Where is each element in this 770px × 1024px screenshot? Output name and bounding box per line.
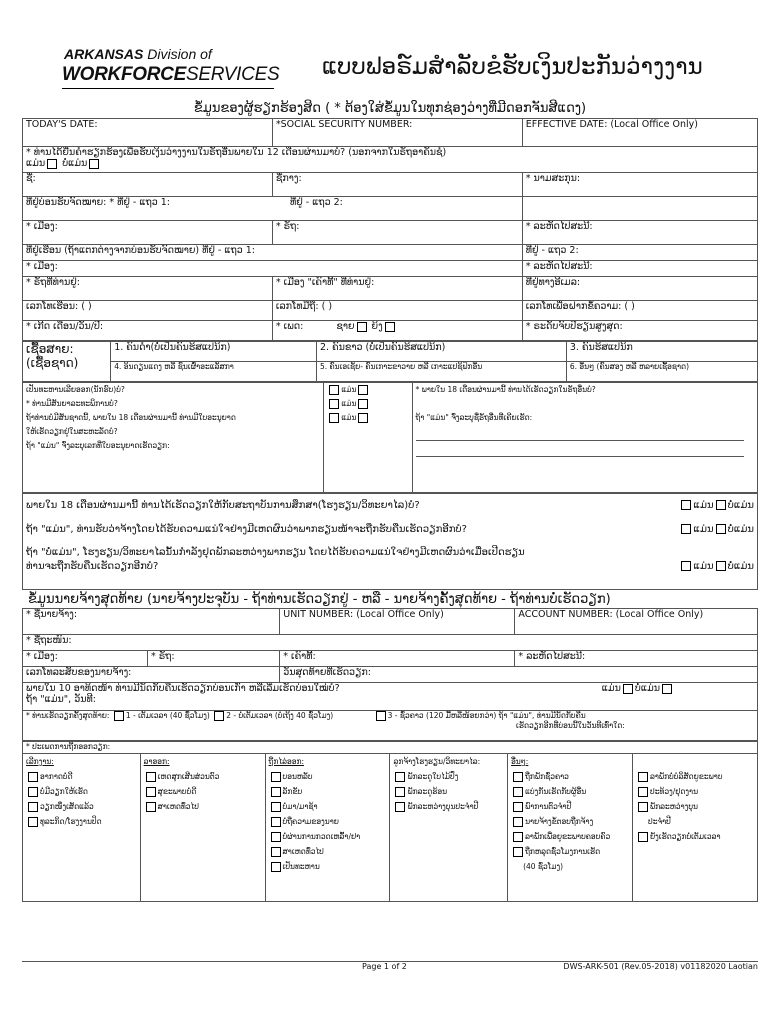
business-closed-checkbox[interactable] bbox=[28, 817, 38, 827]
health-checkbox[interactable] bbox=[146, 787, 156, 797]
other-states-line-1[interactable] bbox=[416, 439, 744, 441]
bad-weather-checkbox[interactable] bbox=[28, 772, 38, 782]
separation-type-label: * ປະເພດການຖືກອອກວຽກ: bbox=[23, 742, 758, 754]
job-finished-checkbox[interactable] bbox=[28, 802, 38, 812]
employer-city-field[interactable]: * ເມືອງ: bbox=[23, 651, 148, 667]
home-phone-field[interactable]: ເລກໂທເຮືອນ: ( ) bbox=[23, 301, 273, 321]
eth-option-6[interactable]: 6. ອື່ນໆ (ຄົນສອງ ຫລື ຫລາຍເຊື້ອຊາດ) bbox=[566, 362, 757, 382]
holiday-break-checkbox[interactable] bbox=[395, 802, 405, 812]
summer-break-checkbox[interactable] bbox=[395, 787, 405, 797]
home-address-1-field[interactable]: ທີ່ຢູ່ເຮືອນ (ຖ້າແຕກຕ່າງຈາກບ່ອນຮັບຈົດໝາຍ) ທີ່ຢູ່ - ແຖວ 1: bbox=[23, 245, 523, 261]
employer-county-field[interactable]: * ເຄົາທີ້: bbox=[280, 651, 515, 667]
employer-zip-field[interactable]: * ລະຫັດໄປສະນີ: bbox=[515, 651, 758, 667]
return-no-checkbox[interactable] bbox=[662, 684, 672, 694]
annual-leave-checkbox[interactable] bbox=[513, 802, 523, 812]
return-yes-checkbox[interactable] bbox=[623, 684, 633, 694]
agency-logo-line1: ARKANSAS Division of bbox=[64, 46, 212, 62]
eth-option-1[interactable]: 1. ຄົນດຳ(ບໍ່ເປັນຄົນຮິສແປນິກ) bbox=[111, 342, 317, 362]
holiday-leave-checkbox[interactable] bbox=[638, 802, 648, 812]
female-checkbox[interactable] bbox=[385, 322, 395, 332]
email-field[interactable]: ທີ່ຢູ່ທາງອີເມລ: bbox=[522, 277, 757, 301]
medical-leave-checkbox[interactable] bbox=[638, 772, 648, 782]
school-questions: ພາຍໃນ 18 ເດືອນຜ່ານມານີ້ ທ່ານໄດ້ເຮັດວຽກໃຫ້ກັບສະຖາບັນການສຶກສາ(ໂຮງຮຽນ/ວິທະຍາໄລ)ບໍ? ແມ່ນ ບໍ່ແມ່ນ ຖ້າ "ແມ່ນ", ທ່ານຮັບວ່າຈ້າງໂດຍໄດ້ຮັບຄວາມແນ່ໃຈຢ່າງມີເຫດຜົນວ່າພາກຮຽນໜ້າຈະຖືກຮັບຄືນເຮັດວຽກອີກບໍ? ແມ່ນ ບໍ່ແມ່ນ ຖ້າ "ບໍ່ແມ່ນ", ໂຮງຮຽນ/ວິທະຍາໄລນັ້ນກຳລັງຢຸດພັກລະຫວ່າງພາກຮຽນ ໂດຍໄດ້ຮັບຄວາມແນ່ໃຈຢ່າງມີເຫດຜົນວ່າເມື່ອເປີດຮຽນ ທ່ານຈະຖືກຮັບຄືນເຮັດວຽກອີກບໍ? ແມ່ນ ບໍ່ແມ່ນ bbox=[23, 494, 758, 590]
rehire-no-checkbox[interactable] bbox=[716, 524, 726, 534]
veteran-no-checkbox[interactable] bbox=[358, 385, 368, 395]
school-yes-checkbox[interactable] bbox=[681, 500, 691, 510]
work-type-question: * ທ່ານເຮັດວຽກຄັ້ງສຸດທ້າຍ: 1 - ເຕັມເວລາ (40 ຊົ່ວໂມງ) 2 - ບໍ່ເຕັມເວລາ (ບໍ່ເຖິງ 40 ຊົ່ວໂມງ) 3 - ຊົ່ວຄາວ (120 ມື້ຫລືໜ້ອຍກວ່າ) ຖ້າ "ແມ່ນ", ທ່ານມີນັດກັບຄືນ ເຮັດວຽກອີກທີ່ບ່ອນນີ້ໃນວັນທີເທົ່າໃດ: bbox=[23, 711, 758, 741]
ethnicity-table bbox=[22, 341, 758, 382]
claim-form-page bbox=[22, 42, 758, 974]
status-questions-table bbox=[22, 382, 758, 493]
lack-of-work-checkbox[interactable] bbox=[28, 787, 38, 797]
quit-general-checkbox[interactable] bbox=[146, 802, 156, 812]
eth-option-4[interactable]: 4. ອິນດຽນແດງ ຫລື ຊົນເຜົ່າອະແລັສກາ bbox=[111, 362, 317, 382]
form-title: ແບບຟອຣ໌ມສຳລັບຂໍຮັບເງິນປະກັນວ່າງງານ bbox=[322, 54, 703, 80]
laid-off-column: ເລີກງານ: ອາກາດບໍ່ດີ ບໍ່ມີວຽກໃຫ້ເຮັດ ວຽກໜຶ່ງເສັດແລ້ວ ທຸລະກິດ/ໂຮງງານປິດ bbox=[23, 754, 141, 902]
other-column-2: ລາພັກບໍ່ບໍລິສັດຍູຂະພາບ ປະທ້ວງ/ຢຸດງານ ພັກລະຫວ່າງບຸນ ປະຈຳປີ ຍັງເຮັດວຽກບໍ່ເຕັມເວລາ bbox=[633, 754, 758, 902]
temporary-checkbox[interactable] bbox=[376, 711, 386, 721]
status-questions: ເປັນທະຫານເລີຍອອກ(ນັກຮົບ)ບໍ? * ທ່ານມີສັນຍາລະທະພິການບໍ? ຖ້າທ່ານບໍ່ມີສັນຊາດນີ້, ພາຍໃນ 18 ເດືອນຜ່ານມານີ້ ທ່ານມີໃບອະນຸຍາດ ໃຫ້ເຮັດວຽກຢູ່ໃນສະຫະລັດບໍ? ຖ້າ "ແມ່ນ" ຈົ່ງລະບຸເລກທີ່ໃບອະນຸຍາດເຮັດວຽກ: bbox=[23, 383, 324, 493]
fired-general-checkbox[interactable] bbox=[271, 847, 281, 857]
break-no-checkbox[interactable] bbox=[716, 561, 726, 571]
prior-claim-no-checkbox[interactable] bbox=[89, 159, 99, 169]
drug-test-checkbox[interactable] bbox=[271, 832, 281, 842]
employer-section-title: ຂໍ້ມູນນາຍຈ້າງສຸດທ້າຍ (ນາຍຈ້າງປະຈຸບັນ - ຖ້າທ່ານເຮັດວຽກຢູ່ - ຫລື - ນາຍຈ້າງຄັ້ງສຸດທ້າຍ - ຖ້າທ່ານບໍ່ເຮັດວຽກ) bbox=[28, 592, 611, 607]
sex-field: * ເພດ: ຊາຍ ຍິງ bbox=[272, 321, 522, 341]
break-yes-checkbox[interactable] bbox=[681, 561, 691, 571]
rehire-yes-checkbox[interactable] bbox=[681, 524, 691, 534]
form-id: DWS-ARK-501 (Rev.05-2018) v01182020 Laotian bbox=[563, 962, 758, 971]
education-field[interactable]: * ຣະດັບຈົບປີຮຽນສູງສຸດ: bbox=[522, 321, 757, 341]
part-time-checkbox[interactable] bbox=[214, 711, 224, 721]
employer-state-field[interactable]: * ຣັຖ: bbox=[147, 651, 279, 667]
form-header bbox=[22, 42, 758, 100]
eth-option-2[interactable]: 2. ຄົນຂາວ (ບໍ່ເປັນຄົນຮິສແປນິກ) bbox=[316, 342, 566, 362]
reduced-hours-checkbox[interactable] bbox=[513, 847, 523, 857]
eth-option-3[interactable]: 3. ຄົນຮິສແປນິກ bbox=[566, 342, 757, 362]
eth-option-5[interactable]: 5. ຄົນເອເຊັຍ- ຄົນເກາະຂາວາຍ ຫລື ເກາະແປຊິຟິກອື່ນ bbox=[316, 362, 566, 382]
school-no-checkbox[interactable] bbox=[716, 500, 726, 510]
page-footer bbox=[22, 961, 758, 974]
military-checkbox[interactable] bbox=[271, 862, 281, 872]
home-city-field[interactable]: * ເມືອງ: bbox=[23, 261, 523, 277]
employer-table bbox=[22, 608, 758, 741]
effective-date-field: EFFECTIVE DATE: (Local Office Only) bbox=[522, 119, 757, 147]
last-name-field[interactable]: * ນາມສະກຸນ: bbox=[522, 173, 757, 197]
job-share-checkbox[interactable] bbox=[513, 787, 523, 797]
employer-hire-checkbox[interactable] bbox=[513, 817, 523, 827]
live-county-field[interactable]: * ເມືອງ "ເຄົາທີ້" ທີ່ທ່ານຢູ່: bbox=[272, 277, 522, 301]
separation-table bbox=[22, 741, 758, 902]
message-phone-field[interactable]: ເລກໂທເພື່ອຝາກຂໍ້ຄວາມ: ( ) bbox=[522, 301, 757, 321]
temp-layoff-checkbox[interactable] bbox=[513, 772, 523, 782]
logo-divider bbox=[62, 88, 274, 89]
middle-name-field[interactable]: ຊື່ກາງ: bbox=[272, 173, 522, 197]
return-to-work-question: ພາຍໃນ 10 ອາທິດໜ້າ ທ່ານມີນັດກັບຄືນເຮັດວຽກບ່ອນເກົ່າ ຫລືເລີ່ມເຮັດບ່ອນໃໝ່ບໍ? ແມ່ນ ບໍ່ແມ່ນ ຖ້າ "ແມ່ນ", ວັນທີ: bbox=[23, 683, 758, 711]
status-answers: ແມ່ນ ແມ່ນ ແມ່ນ bbox=[324, 383, 412, 493]
quit-column: ລາອອກ: ເຫດສຸກເສີນສ່ວນຕົວ ສຸຂະພາບບໍ່ດີ ສາເຫດທົ່ວໄປ bbox=[140, 754, 265, 902]
family-leave-checkbox[interactable] bbox=[513, 832, 523, 842]
last-day-field[interactable]: ວັນສຸດທ້າຍທີ່ເຮັດວຽກ: bbox=[280, 667, 758, 683]
first-name-field[interactable]: ຊື່: bbox=[23, 173, 273, 197]
employer-name-field[interactable]: * ຊື່ນາຍຈ້າງ: bbox=[23, 609, 280, 635]
sleeping-checkbox[interactable] bbox=[271, 772, 281, 782]
personal-emergency-checkbox[interactable] bbox=[146, 772, 156, 782]
still-part-time-checkbox[interactable] bbox=[638, 832, 648, 842]
attendance-checkbox[interactable] bbox=[271, 802, 281, 812]
zip-field[interactable]: * ລະຫັດໄປສະນີ: bbox=[522, 221, 757, 245]
other-states-line-2[interactable] bbox=[416, 455, 744, 457]
prior-claim-question: * ທ່ານໄດ້ຍື່ນຄຳຮຽກຮ້ອງເພື່ອຮັບເງິນວ່າງງານໃນຣັຖອື່ນພາຍໃນ 12 ເດືອນຜ່ານມາບໍ? (ນອກຈາກໃນຣັຖອາຄັນຊໍ) ແມ່ນ ບໍ່ແມ່ນ bbox=[23, 147, 758, 173]
disability-no-checkbox[interactable] bbox=[358, 399, 368, 409]
fired-column: ຖືກໄລ່ອອກ: ບອນຫລັບ ລັກຂັບ ບໍ່ມາ/ມາຊ້າ ບໍ່ຖືຄວາມຂອງນາຍ ບໍ່ຜ່ານການກວດເຫລົ້າ/ຢາ ສາເຫດທົ່ວໄປ ເປັນທະຫານ bbox=[265, 754, 390, 902]
agency-logo-line2: WORKFORCESERVICES bbox=[62, 64, 280, 85]
strike-checkbox[interactable] bbox=[638, 787, 648, 797]
insubordination-checkbox[interactable] bbox=[271, 817, 281, 827]
claimant-info-table bbox=[22, 118, 758, 341]
city-field[interactable]: * ເມືອງ: bbox=[23, 221, 273, 245]
school-questions-table bbox=[22, 493, 758, 590]
full-time-checkbox[interactable] bbox=[114, 711, 124, 721]
prior-claim-yes-checkbox[interactable] bbox=[47, 159, 57, 169]
page-number: Page 1 of 2 bbox=[362, 962, 407, 971]
todays-date-field[interactable]: TODAY'S DATE: bbox=[23, 119, 273, 147]
section-subtitle: ຂໍ້ມູນຂອງຜູ້ຮຽກຮ້ອງສິດ ( * ຕ້ອງໃສ່ຂໍ້ມູນໃນທຸກຊ່ອງວ່າງທີ່ມີດອກຈັນສີແດງ) bbox=[193, 101, 587, 116]
ssn-field[interactable]: *SOCIAL SECURITY NUMBER: bbox=[272, 119, 522, 147]
unit-number-field: UNIT NUMBER: (Local Office Only) bbox=[280, 609, 515, 635]
mobile-phone-field[interactable]: ເລກໂທມືຖື: ( ) bbox=[272, 301, 522, 321]
visa-no-checkbox[interactable] bbox=[358, 413, 368, 423]
live-state-field[interactable]: * ຣັຖທີ່ທ່ານຢູ່: bbox=[23, 277, 273, 301]
mailing-address-1-field[interactable]: ທີ່ຢູ່ບ່ອນຮັບຈົດໝາຍ: * ທີ່ຢູ່ - ແຖວ 1: ທີ່ຢູ່ - ແຖວ 2: bbox=[23, 197, 523, 221]
other-column: ອື່ນໆ: ຖືກພັກຊົ່ວຄາວ ແບ່ງກັນເຮັດກັບຜູ້ອື່ນ ພົາການຕົວຈຳປີ ນາຍຈ້າງຂໍ້ຕອບຖືກຈ້າງ ລາພັກເພື່ອຍູຂະພາບຄອບຄົວ ຖືກຫລຸດຊົ່ວໂມງການເຮັດ (40 ຊົ່ວໂມງ) bbox=[508, 754, 633, 902]
state-field[interactable]: * ຣັຖ: bbox=[272, 221, 522, 245]
ethnicity-label: ເຊື້ອສາຍ: (ເຊື້ອຊາດ) bbox=[23, 342, 111, 382]
account-number-field: ACCOUNT NUMBER: (Local Office Only) bbox=[515, 609, 758, 635]
dob-field[interactable]: * ເກີດ ເດືອນ/ວັນ/ປີ: bbox=[23, 321, 273, 341]
veteran-yes-checkbox[interactable] bbox=[329, 385, 339, 395]
other-states-question: * ພາຍໃນ 18 ເດືອນຜ່ານມານີ້ ທ່ານໄດ້ເຮັດວຽກໃນຣັຖອື່ນບໍ? ຖ້າ "ແມ່ນ" ຈົ່ງລະບຸຊື່ຣັຖອື່ນທີ່ເຄີຍເຮັດ: bbox=[412, 383, 757, 493]
theft-checkbox[interactable] bbox=[271, 787, 281, 797]
school-employee-column: ລູກຈ້າງໂຮງຮຽນ/ວິທະຍາໄລ: ພັກລະດູໃບໄມ້ປົ່ງ ພັກລະດູຮ້ອນ ພັກລະຫວ່າງບຸນປະຈຳປີ bbox=[390, 754, 508, 902]
visa-yes-checkbox[interactable] bbox=[329, 413, 339, 423]
employer-phone-field[interactable]: ເລກໂທລະສັບຂອງນາຍຈ້າງ: bbox=[23, 667, 280, 683]
disability-yes-checkbox[interactable] bbox=[329, 399, 339, 409]
spring-break-checkbox[interactable] bbox=[395, 772, 405, 782]
home-address-2-field[interactable]: ທີ່ຢູ່ - ແຖວ 2: bbox=[522, 245, 757, 261]
male-checkbox[interactable] bbox=[357, 322, 367, 332]
employer-street-field[interactable]: * ຊື່ຖະໜົນ: bbox=[23, 635, 758, 651]
home-zip-field[interactable]: * ລະຫັດໄປສະນີ: bbox=[522, 261, 757, 277]
